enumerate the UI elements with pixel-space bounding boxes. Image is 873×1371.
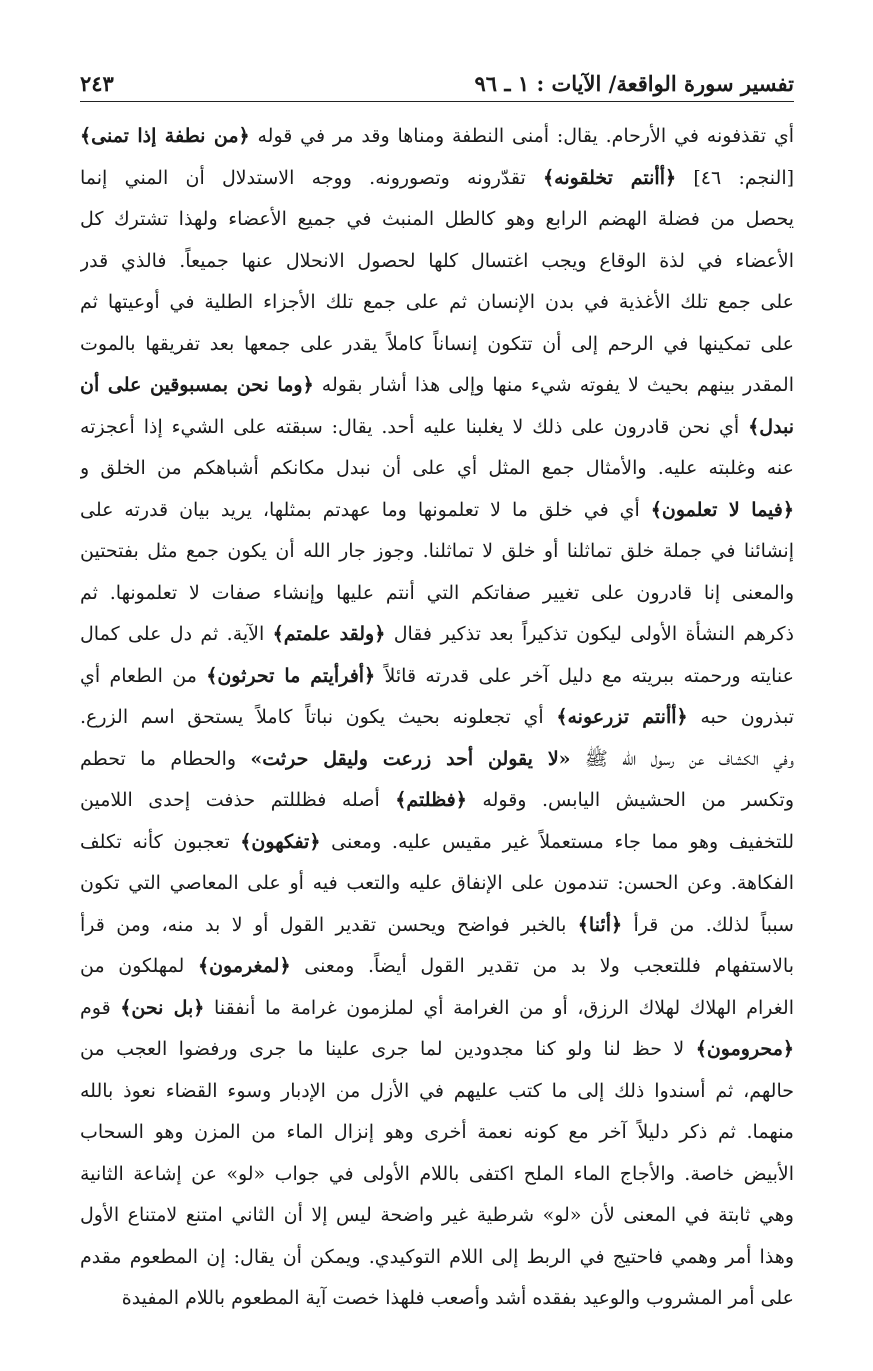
text-run: لمهلكون من — [80, 955, 198, 977]
text-run: تقدّرونه وتصورونه. ووجه الاستدلال أن المني إنما — [80, 166, 544, 189]
text-line — [80, 1195, 794, 1237]
text-run: قوم — [80, 996, 121, 1019]
text-run: المقدر بينهم بحيث لا يفوته شيء منها وإلى هذا أشار بقوله — [313, 374, 794, 396]
text-run: ذكرهم النشأة الأولى ليكون تذكيراً بعد تذكير فقال — [385, 623, 794, 645]
text-line — [80, 282, 794, 324]
text-run: على جمع تلك الأغذية في بدن الإنسان ثم على جمع تلك الأجزاء الطلية في أوعيتها ثم — [80, 291, 794, 313]
text-run: تعجبون كأنه تكلف — [80, 830, 241, 853]
text-run: حالهم، ثم أسندوا ذلك إلى ما كتب عليهم في الأزل من الإدبار وسوء القضاء نعوذ بالله — [80, 1079, 794, 1102]
text-line — [80, 365, 794, 407]
text-line — [80, 822, 794, 864]
text-run: الآية. ثم دل على كمال — [80, 623, 273, 645]
page-number: ٢٤٣ — [80, 70, 114, 96]
text-line — [80, 656, 794, 698]
text-run: أي في خلق ما لا تعلمونها وما عهدتم بمثلها، يريد بيان قدرته على — [80, 498, 651, 521]
text-line — [80, 199, 794, 241]
text-run: والحطام ما تحطم — [80, 747, 251, 770]
text-run: بالخبر فواضح ويحسن تقدير القول أو لا بد منه، ومن قرأ — [80, 913, 578, 936]
text-line — [80, 1154, 794, 1196]
quoted-text: ﴿تفكهون﴾ — [240, 830, 321, 853]
quoted-text: ﴿من نطفة إذا تمنى﴾ — [80, 125, 250, 147]
text-line — [80, 490, 794, 532]
text-line — [80, 448, 794, 490]
text-line — [80, 241, 794, 283]
text-line — [80, 1278, 794, 1320]
text-run: إنشائنا في جملة خلق تماثلنا أو خلق لا تماثلنا. وجوز جار الله أن يكون جمع مثل بفتحتين — [80, 540, 794, 562]
text-run: والمعنى إنا قادرون على تغيير صفاتكم التي أنتم عليها وإنشاء صفات لا تعلمونها. ثم — [80, 581, 794, 604]
text-run: الفكاهة. وعن الحسن: تندمون على الإنفاق عليه والتعب فيه أو على المعاصي التي تكون — [80, 872, 794, 894]
text-run: وفي الكشاف عن رسول الله ﷺ — [570, 747, 794, 770]
text-line — [80, 1029, 794, 1071]
running-title: تفسير سورة الواقعة/ الآيات : ١ ـ ٩٦ — [474, 70, 794, 96]
text-line — [80, 697, 794, 739]
quoted-text: ﴿وما نحن بمسبوقين على أن — [80, 374, 314, 396]
quoted-text: ﴿أئنا﴾ — [577, 913, 623, 936]
text-run: منهما. ثم ذكر دليلاً آخر مع كونه نعمة أخرى وهو إنزال الماء من المزن وهو السحاب — [80, 1121, 794, 1143]
text-line — [80, 739, 794, 781]
text-body — [80, 116, 794, 1320]
text-run: وهي ثابتة في المعنى لأن «لو» شرطية غير واضحة ليس إلا أن الثاني امتنع لامتناع الأول — [80, 1204, 794, 1226]
text-run: أصله فظللتم حذفت إحدى اللامين — [80, 789, 396, 811]
text-line — [80, 158, 794, 200]
text-run: الأبيض خاصة. والأجاج الماء الملح اكتفى باللام الأولى في جواب «لو» عن إشاعة الثانية — [80, 1162, 794, 1185]
text-run: للتخفيف وهو مما جاء مستعملاً غير مقيس عليه. ومعنى — [320, 830, 794, 853]
quoted-text: ﴿أأنتم تخلقونه﴾ — [543, 166, 677, 189]
text-run: [النجم: ٤٦] — [676, 166, 794, 189]
quoted-text: ﴿فظلتم﴾ — [395, 789, 467, 811]
text-line — [80, 531, 794, 573]
quoted-text: نبدل﴾ — [748, 415, 794, 438]
text-run: عنه وغلبته عليه. والأمثال جمع المثل أي على أن نبدل مكانكم أشباهكم من الخلق و — [80, 457, 794, 479]
quoted-text: ﴿فيما لا تعلمون﴾ — [650, 498, 794, 521]
running-header — [80, 66, 794, 100]
quoted-text: ﴿ولقد علمتم﴾ — [272, 623, 386, 645]
header-rule — [80, 101, 794, 102]
text-run: الغرام الهلاك لهلاك الرزق، أو من الغرامة أي لملزمون غرامة ما أنفقنا — [204, 996, 794, 1019]
text-run: على تمكينها في الرحم إلى أن تتكون إنساناً كاملاً يقدر على جمعها بعد تفريقها بالموت — [80, 332, 794, 355]
text-run: أي تقذفونه في الأرحام. يقال: أمنى النطفة ومناها وقد مر في قوله — [249, 125, 794, 147]
text-run: سبباً لذلك. من قرأ — [622, 913, 794, 936]
quoted-text: ﴿بل نحن﴾ — [120, 996, 205, 1019]
text-line — [80, 407, 794, 449]
text-line — [80, 988, 794, 1030]
text-run: يحصل من فضلة الهضم الرابع وهو كالطل المنبث في جميع الأعضاء ولهذا تشترك كل — [80, 208, 794, 230]
quoted-text: ﴿محرومون﴾ — [695, 1038, 794, 1060]
text-run: وهذا أمر وهمي فاحتيج في الربط إلى اللام التوكيدي. ويمكن أن يقال: إن المطعوم مقدم — [80, 1245, 794, 1268]
quoted-text: ﴿أفرأيتم ما تحرثون﴾ — [206, 664, 376, 687]
quoted-text: «لا يقولن أحد زرعت وليقل حرثت» — [250, 747, 571, 770]
text-run: وتكسر من الحشيش اليابس. وقوله — [466, 789, 794, 811]
text-run: لا حظ لنا ولو كنا مجدودين لما جرى علينا ما جرى ورفضوا العجب من — [80, 1038, 696, 1060]
text-line — [80, 1237, 794, 1279]
text-line — [80, 905, 794, 947]
text-line — [80, 614, 794, 656]
text-run: على أمر المشروب والوعيد بفقده أشد وأصعب فلهذا خصت آية المطعوم باللام المفيدة — [121, 1287, 794, 1309]
text-run: أي نحن قادرون على ذلك لا يغلبنا عليه أحد. يقال: سبقته على الشيء إذا أعجزته — [80, 415, 749, 438]
text-line — [80, 324, 794, 366]
text-line — [80, 946, 794, 988]
text-line — [80, 780, 794, 822]
text-run: من الطعام أي — [80, 664, 207, 687]
text-line — [80, 573, 794, 615]
quoted-text: ﴿أأنتم تزرعونه﴾ — [556, 706, 688, 728]
quoted-text: ﴿لمغرمون﴾ — [197, 955, 291, 977]
text-run: الأعضاء في لذة الوقاع ويجب اغتسال كلها لحصول الانحلال عنها جميعاً. فالذي قدر — [80, 249, 794, 272]
text-run: تبذرون حبه — [687, 706, 794, 728]
text-run: عنايته ورحمته ببريته مع دليل آخر على قدرته قائلاً — [375, 664, 794, 687]
text-line — [80, 1112, 794, 1154]
text-line — [80, 116, 794, 158]
text-run: أي تجعلونه بحيث يكون نباتاً كاملاً يستحق اسم الزرع. — [80, 706, 557, 728]
text-line — [80, 863, 794, 905]
text-run: بالاستفهام فللتعجب ولا بد من تقدير القول أيضاً. ومعنى — [290, 955, 794, 977]
text-line — [80, 1071, 794, 1113]
